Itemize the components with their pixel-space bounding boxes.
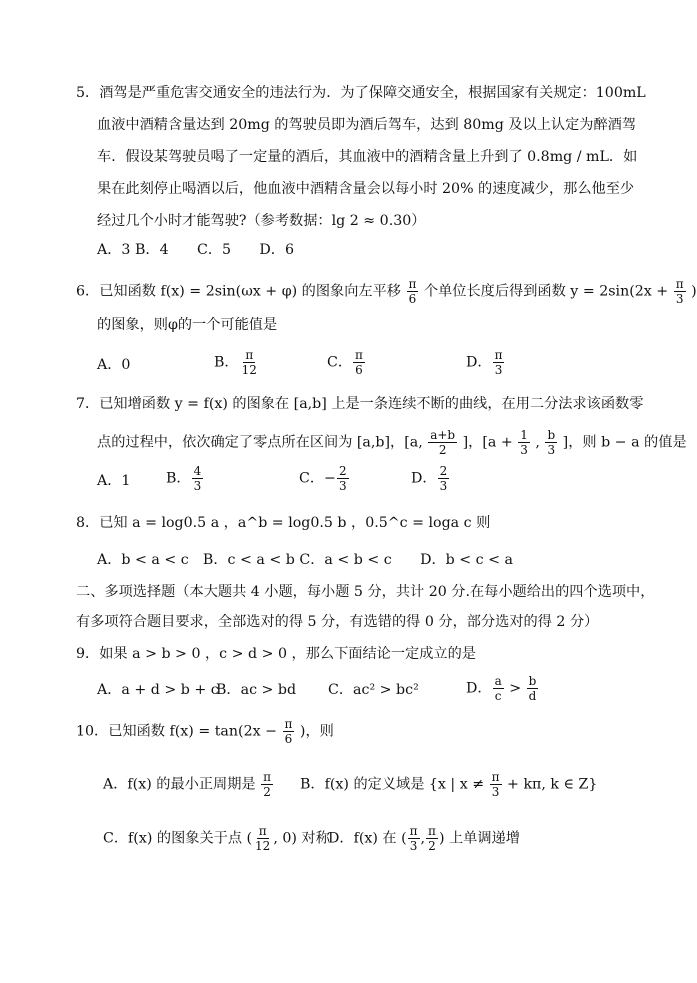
q7-optb-num: 4 xyxy=(193,464,202,478)
q10-opta-text: A．f(x) 的最小正周期是 xyxy=(103,776,256,793)
q10-frac-num: π xyxy=(284,717,293,731)
q10-optc-den: 12 xyxy=(255,839,271,853)
q7-optb-frac xyxy=(192,464,204,493)
q9-optd-num2: b xyxy=(528,674,537,688)
q10-option-d xyxy=(328,824,520,853)
q10-optd-num2: π xyxy=(428,824,436,838)
q10-opta-frac xyxy=(261,770,273,799)
q7-optb-den: 3 xyxy=(193,479,202,493)
q7-optc-num: 2 xyxy=(338,464,347,478)
q7-frac3-num: b xyxy=(547,428,556,442)
q10-optd-den1: 3 xyxy=(409,839,418,853)
q5-line2: 血液中酒精含量达到 20mg 的驾驶员即为酒后驾车，达到 80mg 及以上认定为醉酒驾 xyxy=(97,117,637,133)
q7-optd-frac xyxy=(438,464,450,493)
q6-optc-den: 6 xyxy=(355,363,363,377)
q6-option-d xyxy=(466,348,505,377)
q10-optd-num1: π xyxy=(409,824,418,838)
q10-frac xyxy=(283,717,295,746)
q10-optc-text-b: , 0) 对称 xyxy=(273,830,330,847)
q7-frac-third xyxy=(518,428,530,457)
q7-optc-den: 3 xyxy=(338,479,347,493)
q9-optd-gt: > xyxy=(509,680,522,697)
q10-optd-den2: 2 xyxy=(428,839,436,853)
q6-optc-frac xyxy=(353,348,365,377)
q10-frac-den: 6 xyxy=(284,732,293,746)
q5-line5: 经过几个小时才能驾驶?（参考数据：lg 2 ≈ 0.30） xyxy=(97,213,426,229)
q10-optb-frac xyxy=(490,770,502,799)
q10-optc-num: π xyxy=(258,824,267,838)
q10-optd-mid: , xyxy=(420,830,426,847)
q10-optb-den: 3 xyxy=(491,785,500,799)
q9-line1: 9．如果 a > b > 0 ，c > d > 0 ，那么下面结论一定成立的是 xyxy=(76,646,476,662)
q10-option-b xyxy=(300,770,597,799)
q7-text-a: 点的过程中，依次确定了零点所在区间为 [a,b]，[a, xyxy=(97,434,423,451)
q7-option-b xyxy=(166,464,204,493)
q7-text-d: ]，则 b − a 的值是 xyxy=(562,434,687,451)
q9-option-d xyxy=(466,674,539,703)
q9-optd-frac2 xyxy=(527,674,539,703)
q6-optc-label: C． xyxy=(327,354,353,371)
q10-text-b: )，则 xyxy=(299,723,334,740)
q7-optd-label: D． xyxy=(411,470,437,487)
q6-option-a: A．0 xyxy=(97,357,131,373)
q7-option-c xyxy=(299,464,350,493)
q7-frac-b-third xyxy=(545,428,557,457)
q10-optd-text-b: ) 上单调递增 xyxy=(438,830,520,847)
q6-optd-frac xyxy=(493,348,505,377)
q10-option-a xyxy=(103,770,274,799)
q10-optb-text-a: B．f(x) 的定义域是 {x | x ≠ xyxy=(300,776,485,793)
q6-fraction-shift xyxy=(407,277,419,306)
section2-line1: 二、多项选择题（本大题共 4 小题，每小题 5 分，共计 20 分.在每小题给出的四个选项中， xyxy=(76,584,655,600)
q7-optd-num: 2 xyxy=(439,464,448,478)
q7-line1: 7．已知增函数 y = f(x) 的图象在 [a,b] 上是一条连续不断的曲线，在用二分法求该函数零 xyxy=(76,396,644,412)
q7-option-d xyxy=(411,464,450,493)
q9-option-b: B．ac > bd xyxy=(216,682,297,698)
q9-optd-den1: c xyxy=(494,689,502,703)
q7-text-c: , xyxy=(535,434,540,451)
q7-optb-label: B． xyxy=(166,470,191,487)
q10-opta-num: π xyxy=(263,770,271,784)
q5-line1: 5．酒驾是严重危害交通安全的违法行为．为了保障交通安全，根据国家有关规定：100mL xyxy=(76,85,646,101)
q9-optd-num1: a xyxy=(494,674,502,688)
q5-options: A．3 B．4 C．5 D．6 xyxy=(97,242,295,258)
q6-optd-den: 3 xyxy=(494,363,503,377)
q6-text-b: 个单位长度后得到函数 y = 2sin(2x + xyxy=(423,283,669,300)
q6-optd-num: π xyxy=(494,348,503,362)
q6-line1 xyxy=(76,277,697,306)
q7-optc-label: C．− xyxy=(299,470,336,487)
q6-optc-num: π xyxy=(355,348,363,362)
q10-optc-text-a: C．f(x) 的图象关于点 ( xyxy=(103,830,253,847)
q7-frac-midpoint xyxy=(428,428,457,457)
q7-frac1-num: a+b xyxy=(430,428,456,442)
q9-option-a: A．a + d > b + c xyxy=(97,682,219,698)
q10-optb-text-b: + kπ, k ∈ Z} xyxy=(507,776,598,793)
q10-optd-frac2 xyxy=(426,824,438,853)
q7-frac3-den: 3 xyxy=(547,443,556,457)
q10-optc-frac xyxy=(253,824,272,853)
q10-optd-text-a: D．f(x) 在 ( xyxy=(328,830,407,847)
q5-line3: 车．假设某驾驶员喝了一定量的酒后，其血液中的酒精含量上升到了 0.8mg / mL．如 xyxy=(97,149,638,165)
q7-text-b: ]，[a + xyxy=(462,434,513,451)
q6-frac2-num: π xyxy=(675,277,684,291)
q7-frac2-num: 1 xyxy=(520,428,528,442)
q9-optd-label: D． xyxy=(466,680,492,697)
q6-frac1-num: π xyxy=(408,277,417,291)
q6-optb-frac xyxy=(240,348,259,377)
q10-text-a: 10．已知函数 f(x) = tan(2x − xyxy=(76,723,277,740)
q7-option-a: A．1 xyxy=(97,473,131,489)
q10-optd-frac1 xyxy=(408,824,420,853)
q6-optb-label: B． xyxy=(214,354,239,371)
q6-option-c xyxy=(327,348,366,377)
q7-optc-frac xyxy=(337,464,349,493)
q7-line2 xyxy=(97,428,687,457)
section2-line2: 有多项符合题目要求，全部选对的得 5 分，有选错的得 0 分，部分选对的得 2 分） xyxy=(76,614,599,630)
q8-line1: 8．已知 a = log0.5 a ，a^b = log0.5 b ，0.5^c = loga c 则 xyxy=(76,515,491,531)
q6-line2: 的图象，则φ的一个可能值是 xyxy=(97,317,278,333)
q10-line1 xyxy=(76,717,334,746)
q10-optb-num: π xyxy=(491,770,500,784)
q9-optd-frac1 xyxy=(493,674,504,703)
q9-optd-den2: d xyxy=(528,689,537,703)
q10-option-c xyxy=(103,824,330,853)
q7-frac2-den: 3 xyxy=(520,443,528,457)
q9-option-c: C．ac² > bc² xyxy=(328,682,419,698)
q6-text-c: ) xyxy=(691,283,697,300)
q6-frac2-den: 3 xyxy=(675,292,684,306)
q6-optb-num: π xyxy=(245,348,254,362)
q6-option-b xyxy=(214,348,260,377)
q6-optd-label: D． xyxy=(466,354,492,371)
q6-frac1-den: 6 xyxy=(408,292,417,306)
q10-opta-den: 2 xyxy=(263,785,271,799)
q5-line4: 果在此刻停止喝酒以后，他血液中酒精含量会以每小时 20% 的速度减少，那么他至少 xyxy=(97,181,635,197)
q6-optb-den: 12 xyxy=(241,363,257,377)
q7-frac1-den: 2 xyxy=(438,443,447,457)
q6-text-a: 6．已知函数 f(x) = 2sin(ωx + φ) 的图象向左平移 xyxy=(76,283,401,300)
q8-options: A．b < a < c B．c < a < b C．a < b < c D．b < c < a xyxy=(97,552,513,568)
q7-optd-den: 3 xyxy=(439,479,448,493)
q6-fraction-phase xyxy=(674,277,686,306)
